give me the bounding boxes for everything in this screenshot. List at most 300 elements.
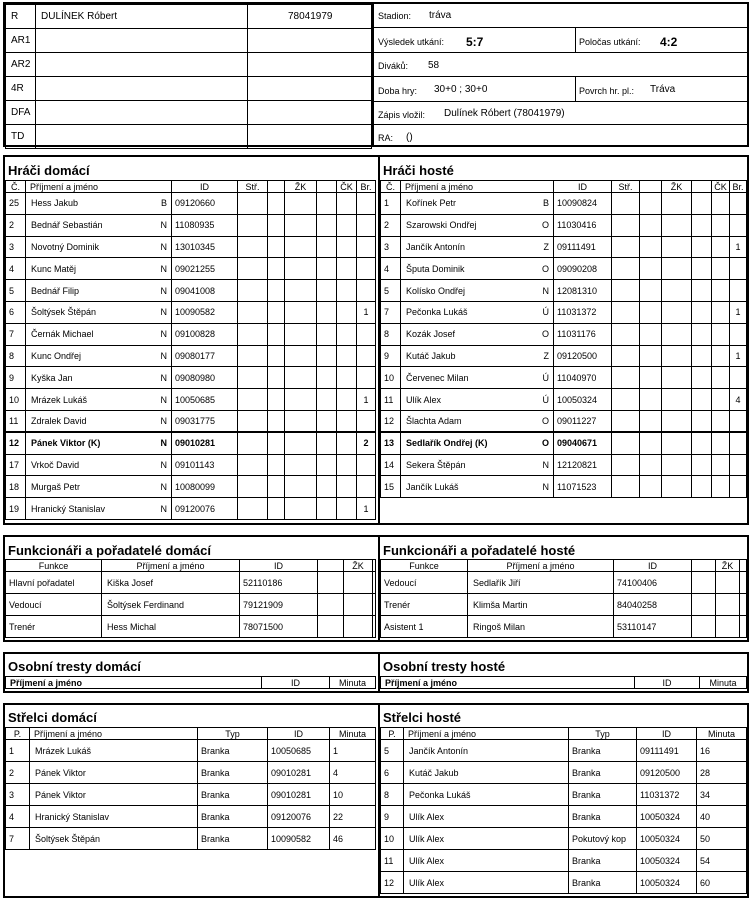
scorer-name: Ulík Alex: [404, 806, 569, 828]
empty-cell: [662, 345, 692, 367]
player-goals: 1: [357, 301, 376, 323]
home-scorers-table: [5, 727, 376, 850]
referee-row: [6, 125, 372, 149]
empty-cell: [640, 454, 662, 476]
scorer-id: 09010281: [268, 784, 330, 806]
scorer-id: 10050324: [637, 806, 697, 828]
empty-cell: [692, 432, 712, 454]
empty-cell: [740, 616, 747, 638]
scorer-order: 2: [6, 762, 30, 784]
player-number: 8: [381, 323, 401, 345]
player-id: 10090582: [172, 301, 238, 323]
player-goals: 2: [357, 432, 376, 454]
referee-row: [6, 5, 372, 29]
player-position: N: [542, 459, 549, 470]
match-info-box: [372, 2, 749, 147]
scorer-row: [6, 784, 376, 806]
empty-cell: [344, 594, 373, 616]
player-name: Šlachta Adam: [406, 416, 462, 427]
home-players-table: [5, 180, 376, 520]
empty-cell: [692, 214, 712, 236]
referee-name: [36, 53, 248, 77]
empty-cell: [285, 214, 317, 236]
player-number: 14: [381, 454, 401, 476]
player-number: 11: [6, 410, 26, 432]
player-position: N: [160, 459, 167, 470]
scorer-minute: 54: [697, 850, 747, 872]
empty-cell: [317, 236, 337, 258]
scorer-name: Pánek Viktor: [30, 762, 198, 784]
scorer-name: Ulík Alex: [404, 828, 569, 850]
empty-cell: [268, 476, 285, 498]
official-function: Hlavní pořadatel: [6, 572, 102, 594]
col-name: Příjmení a jméno: [30, 728, 198, 740]
referee-row: [6, 101, 372, 125]
player-name: Vrkoč David: [31, 459, 80, 470]
official-name: Hess Michal: [102, 616, 240, 638]
referee-role: TD: [6, 125, 36, 149]
empty-cell: [373, 572, 376, 594]
referee-role: DFA: [6, 101, 36, 125]
referee-id: [248, 101, 372, 125]
empty-cell: [712, 280, 730, 302]
away-officials-title: Funkcionáři a pořadatelé hosté: [383, 543, 576, 558]
home-officials-table: [5, 559, 376, 638]
player-goals: [730, 410, 747, 432]
player-number: 19: [6, 498, 26, 520]
scorer-row: [381, 828, 747, 850]
empty-cell: [285, 280, 317, 302]
player-name-cell: [26, 389, 172, 411]
player-name: Pečonka Lukáš: [406, 307, 468, 318]
player-goals: 1: [730, 236, 747, 258]
player-name-cell: [26, 323, 172, 345]
player-row: [381, 323, 747, 345]
empty-cell: [238, 193, 268, 215]
empty-cell: [692, 572, 716, 594]
col-name: Příjmení a jméno: [404, 728, 569, 740]
col-function: Funkce: [6, 560, 102, 572]
player-id: 11030416: [554, 214, 612, 236]
empty-cell: [640, 301, 662, 323]
player-name: Szarowski Ondřej: [406, 220, 477, 231]
scorer-row: [381, 762, 747, 784]
col-id: ID: [268, 728, 330, 740]
player-name: Kořínek Petr: [406, 198, 457, 209]
player-number: 2: [6, 214, 26, 236]
scorer-id: 11031372: [637, 784, 697, 806]
result-value: 5:7: [466, 35, 484, 49]
empty-cell: [285, 301, 317, 323]
empty-cell: [373, 616, 376, 638]
scorer-type: Branka: [198, 784, 268, 806]
player-goals: [730, 193, 747, 215]
player-row: [6, 258, 376, 280]
empty-cell: [740, 572, 747, 594]
scorer-name: Mrázek Lukáš: [30, 740, 198, 762]
player-id: 09010281: [172, 432, 238, 454]
player-goals: [357, 454, 376, 476]
scorer-order: 3: [6, 784, 30, 806]
player-position: O: [541, 416, 549, 427]
official-function: Trenér: [381, 594, 468, 616]
empty-cell: [268, 432, 285, 454]
scorer-type: Branka: [198, 762, 268, 784]
empty-cell: [337, 193, 357, 215]
scorer-name: Pánek Viktor: [30, 784, 198, 806]
player-name-cell: [26, 280, 172, 302]
scorer-order: 5: [381, 740, 404, 762]
player-name-cell: [26, 367, 172, 389]
referee-role: AR2: [6, 53, 36, 77]
referee-id: [248, 125, 372, 149]
col-no: Č.: [6, 181, 26, 193]
player-number: 17: [6, 454, 26, 476]
empty-cell: [692, 323, 712, 345]
player-goals: [730, 280, 747, 302]
col-red-card: ČK: [712, 181, 730, 193]
player-id: 09031775: [172, 410, 238, 432]
col-type: Typ: [198, 728, 268, 740]
col-blank: [268, 181, 285, 193]
player-row: [381, 367, 747, 389]
home-officials-title: Funkcionáři a pořadatelé domácí: [8, 543, 211, 558]
scorer-type: Branka: [569, 806, 637, 828]
player-row: [6, 345, 376, 367]
empty-cell: [317, 258, 337, 280]
player-goals: [357, 214, 376, 236]
away-penalties-table: [380, 676, 747, 689]
player-number: 13: [381, 432, 401, 454]
spectators-value: 58: [428, 60, 440, 71]
empty-cell: [640, 345, 662, 367]
recorder-value: Dulínek Róbert (78041979): [444, 108, 565, 119]
stadium-label: Stadion:: [378, 11, 412, 21]
player-position: N: [160, 263, 167, 274]
player-number: 5: [6, 280, 26, 302]
col-name: Příjmení a jméno: [401, 181, 554, 193]
player-position: B: [160, 198, 167, 209]
player-id: 09080177: [172, 345, 238, 367]
player-name-cell: [401, 258, 554, 280]
scorer-row: [381, 872, 747, 894]
empty-cell: [716, 572, 740, 594]
player-position: N: [160, 350, 167, 361]
official-id: 53110147: [614, 616, 692, 638]
result-label: Výsledek utkání:: [378, 37, 445, 47]
player-name: Kunc Matěj: [31, 263, 77, 274]
player-name: Sedlařík Ondřej (K): [406, 438, 488, 449]
empty-cell: [238, 280, 268, 302]
empty-cell: [318, 616, 344, 638]
player-name-cell: [26, 345, 172, 367]
player-number: 9: [6, 367, 26, 389]
col-minute: Minuta: [700, 677, 747, 689]
empty-cell: [692, 301, 712, 323]
player-name-cell: [401, 193, 554, 215]
referee-id: [248, 53, 372, 77]
col-goals: Br.: [730, 181, 747, 193]
player-name-cell: [26, 476, 172, 498]
empty-cell: [344, 572, 373, 594]
official-id: 78071500: [240, 616, 318, 638]
player-name: Šputa Dominik: [406, 263, 465, 274]
col-no: Č.: [381, 181, 401, 193]
player-id: 09101143: [172, 454, 238, 476]
scorer-minute: 50: [697, 828, 747, 850]
player-name-cell: [26, 236, 172, 258]
player-number: 4: [6, 258, 26, 280]
empty-cell: [268, 301, 285, 323]
scorer-order: 8: [381, 784, 404, 806]
empty-cell: [318, 572, 344, 594]
player-id: 09090208: [554, 258, 612, 280]
empty-cell: [612, 476, 640, 498]
empty-cell: [662, 301, 692, 323]
empty-cell: [337, 280, 357, 302]
referee-role: AR1: [6, 29, 36, 53]
player-position: N: [160, 372, 167, 383]
official-name: Ringoš Milan: [468, 616, 614, 638]
player-row: [381, 432, 747, 454]
player-name-cell: [401, 432, 554, 454]
player-row: [6, 367, 376, 389]
empty-cell: [640, 432, 662, 454]
player-goals: 1: [357, 498, 376, 520]
player-name-cell: [26, 258, 172, 280]
scorer-minute: 10: [330, 784, 376, 806]
referee-row: [6, 77, 372, 101]
empty-cell: [268, 193, 285, 215]
player-goals: [730, 476, 747, 498]
empty-cell: [692, 193, 712, 215]
empty-cell: [238, 258, 268, 280]
empty-cell: [640, 389, 662, 411]
player-name-cell: [401, 454, 554, 476]
empty-cell: [640, 258, 662, 280]
scorer-id: 10050324: [637, 828, 697, 850]
col-yellow-card: ŽK: [716, 560, 740, 572]
player-position: N: [160, 416, 167, 427]
empty-cell: [285, 345, 317, 367]
scorer-minute: 16: [697, 740, 747, 762]
referee-name: [36, 29, 248, 53]
empty-cell: [612, 432, 640, 454]
empty-cell: [317, 301, 337, 323]
empty-cell: [317, 454, 337, 476]
empty-cell: [692, 454, 712, 476]
empty-cell: [317, 389, 337, 411]
player-goals: [730, 432, 747, 454]
empty-cell: [712, 236, 730, 258]
scorer-id: 09010281: [268, 762, 330, 784]
player-number: 3: [6, 236, 26, 258]
home-officials-panel: [5, 537, 376, 638]
player-goals: 1: [730, 345, 747, 367]
player-number: 12: [6, 432, 26, 454]
col-minute: Minuta: [697, 728, 747, 740]
official-row: [6, 572, 376, 594]
player-number: 7: [6, 323, 26, 345]
scorer-id: 09120500: [637, 762, 697, 784]
player-id: 12120821: [554, 454, 612, 476]
empty-cell: [285, 410, 317, 432]
empty-cell: [662, 214, 692, 236]
col-id: ID: [637, 728, 697, 740]
player-name: Murgaš Petr: [31, 481, 81, 492]
empty-cell: [317, 498, 337, 520]
player-position: N: [160, 438, 167, 449]
player-id: 09011227: [554, 410, 612, 432]
col-yellow-card: ŽK: [662, 181, 692, 193]
col-minute: Minuta: [330, 677, 376, 689]
scorer-type: Branka: [198, 828, 268, 850]
player-row: [6, 389, 376, 411]
player-row: [381, 214, 747, 236]
away-officials-table: [380, 559, 747, 638]
penalties-box: [3, 652, 749, 693]
empty-cell: [337, 323, 357, 345]
empty-cell: [238, 345, 268, 367]
scorer-minute: 60: [697, 872, 747, 894]
empty-cell: [692, 410, 712, 432]
away-penalties-panel: [380, 654, 747, 689]
empty-cell: [692, 236, 712, 258]
player-row: [381, 280, 747, 302]
player-id: 12081310: [554, 280, 612, 302]
player-id: 09080980: [172, 367, 238, 389]
player-name-cell: [401, 367, 554, 389]
official-id: 52110186: [240, 572, 318, 594]
empty-cell: [662, 476, 692, 498]
player-id: 09041008: [172, 280, 238, 302]
empty-cell: [640, 323, 662, 345]
col-blank: [373, 560, 376, 572]
player-goals: [730, 258, 747, 280]
away-scorers-panel: [380, 705, 747, 894]
col-id: ID: [262, 677, 330, 689]
empty-cell: [317, 410, 337, 432]
empty-cell: [285, 258, 317, 280]
official-name: Šoltýsek Ferdinand: [102, 594, 240, 616]
referee-name: [36, 77, 248, 101]
empty-cell: [268, 367, 285, 389]
scorer-row: [381, 806, 747, 828]
player-goals: [357, 367, 376, 389]
scorer-order: 1: [6, 740, 30, 762]
player-id: 10050685: [172, 389, 238, 411]
empty-cell: [285, 498, 317, 520]
empty-cell: [712, 323, 730, 345]
player-row: [381, 410, 747, 432]
away-scorers-table: [380, 727, 747, 894]
empty-cell: [612, 193, 640, 215]
player-position: N: [542, 285, 549, 296]
player-goals: [357, 193, 376, 215]
player-row: [6, 236, 376, 258]
empty-cell: [640, 367, 662, 389]
scorer-order: 10: [381, 828, 404, 850]
duration-label: Doba hry:: [378, 86, 418, 96]
player-name-cell: [401, 389, 554, 411]
player-row: [6, 454, 376, 476]
empty-cell: [692, 280, 712, 302]
scorer-row: [381, 784, 747, 806]
player-position: Ú: [542, 372, 549, 383]
home-penalties-panel: [5, 654, 376, 689]
player-name-cell: [401, 476, 554, 498]
col-function: Funkce: [381, 560, 468, 572]
empty-cell: [337, 345, 357, 367]
scorer-order: 7: [6, 828, 30, 850]
home-penalties-table: [5, 676, 376, 689]
empty-cell: [317, 345, 337, 367]
scorer-type: Pokutový kop: [569, 828, 637, 850]
player-goals: [357, 345, 376, 367]
scorers-box: [3, 703, 749, 898]
player-row: [381, 345, 747, 367]
player-name-cell: [401, 280, 554, 302]
player-row: [6, 193, 376, 215]
player-row: [6, 280, 376, 302]
player-position: N: [160, 285, 167, 296]
empty-cell: [238, 301, 268, 323]
scorer-name: Kutáč Jakub: [404, 762, 569, 784]
col-yellow-card: ŽK: [285, 181, 317, 193]
player-position: Ú: [542, 394, 549, 405]
empty-cell: [285, 476, 317, 498]
player-name-cell: [401, 236, 554, 258]
player-name-cell: [26, 432, 172, 454]
player-id: 09021255: [172, 258, 238, 280]
col-type: Typ: [569, 728, 637, 740]
away-penalties-title: Osobní tresty hosté: [383, 659, 506, 674]
official-row: [381, 594, 747, 616]
referee-row: [6, 53, 372, 77]
empty-cell: [640, 236, 662, 258]
empty-cell: [285, 389, 317, 411]
player-name: Novotný Dominik: [31, 241, 100, 252]
col-p: P.: [6, 728, 30, 740]
player-row: [6, 476, 376, 498]
player-position: Z: [543, 350, 549, 361]
referee-id: 78041979: [248, 5, 372, 29]
player-row: [381, 236, 747, 258]
official-id: 79121909: [240, 594, 318, 616]
empty-cell: [612, 454, 640, 476]
empty-cell: [337, 214, 357, 236]
scorer-type: Branka: [569, 784, 637, 806]
home-scorers-title: Střelci domácí: [8, 710, 97, 725]
empty-cell: [712, 432, 730, 454]
scorer-row: [6, 806, 376, 828]
player-row: [381, 454, 747, 476]
empty-cell: [268, 345, 285, 367]
col-shots: Stř.: [612, 181, 640, 193]
col-id: ID: [240, 560, 318, 572]
scorer-id: 10050685: [268, 740, 330, 762]
scorer-type: Branka: [198, 740, 268, 762]
player-row: [381, 301, 747, 323]
player-name: Kolísko Ondřej: [406, 285, 466, 296]
empty-cell: [285, 367, 317, 389]
scorer-type: Branka: [569, 762, 637, 784]
scorer-minute: 22: [330, 806, 376, 828]
empty-cell: [612, 280, 640, 302]
halftime-label: Poločas utkání:: [579, 37, 641, 47]
halftime-value: 4:2: [660, 35, 678, 49]
scorer-order: 9: [381, 806, 404, 828]
